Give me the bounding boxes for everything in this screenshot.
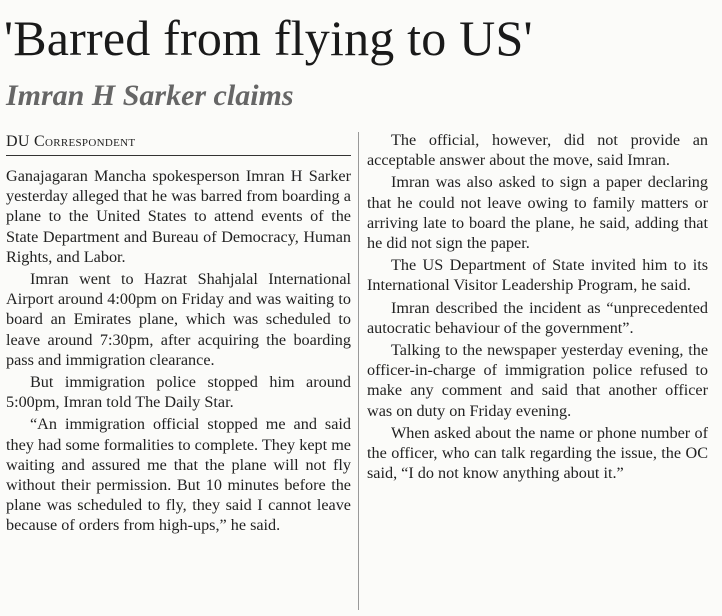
byline: DU Correspondent xyxy=(6,133,136,150)
headline: 'Barred from flying to US' xyxy=(4,10,533,66)
paragraph: Ganajagaran Mancha spokesperson Imran H Sarker yesterday alleged that he was barred from boarding a plane to the United States to attend events of the State Department and Bureau of Democracy, Human Rights, and Labor. xyxy=(6,167,351,266)
paragraph: “An immigration official stopped me and said they had some formalities to complete. They kept me waiting and assured me that the plane will not fly without their permission. But 10 minutes before the plane was scheduled to fly, they said I cannot leave because of orders from high-ups,” he said. xyxy=(6,415,351,535)
paragraph: Talking to the newspaper yesterday evening, the officer-in-charge of immigration police refused to make any comment and said that another officer was on duty on Friday evening. xyxy=(367,341,708,420)
paragraph: But immigration police stopped him around 5:00pm, Imran told The Daily Star. xyxy=(6,373,351,412)
paragraph: When asked about the name or phone number of the officer, who can talk regarding the issue, the OC said, “I do not know anything about it.” xyxy=(367,423,708,483)
paragraph: The US Department of State invited him to its International Visitor Leadership Program, he said. xyxy=(367,256,708,295)
paragraph: The official, however, did not provide an acceptable answer about the move, said Imran. xyxy=(367,131,708,170)
article-column-left xyxy=(6,166,351,538)
paragraph: Imran was also asked to sign a paper declaring that he could not leave owing to family matters or arriving late to board the plane, he said, adding that he did not sign the paper. xyxy=(367,173,708,253)
paragraph: Imran described the incident as “unprecedented autocratic behaviour of the government”. xyxy=(367,298,708,337)
paragraph: Imran went to Hazrat Shahjalal International Airport around 4:00pm on Friday and was waiting to board an Emirates plane, which was scheduled to leave around 7:30pm, after acquiring the boarding pass and immigration clearance. xyxy=(6,270,351,369)
article-column-right xyxy=(367,130,708,485)
column-divider xyxy=(358,132,359,610)
subheadline: Imran H Sarker claims xyxy=(6,79,294,112)
byline-rule xyxy=(6,155,351,156)
